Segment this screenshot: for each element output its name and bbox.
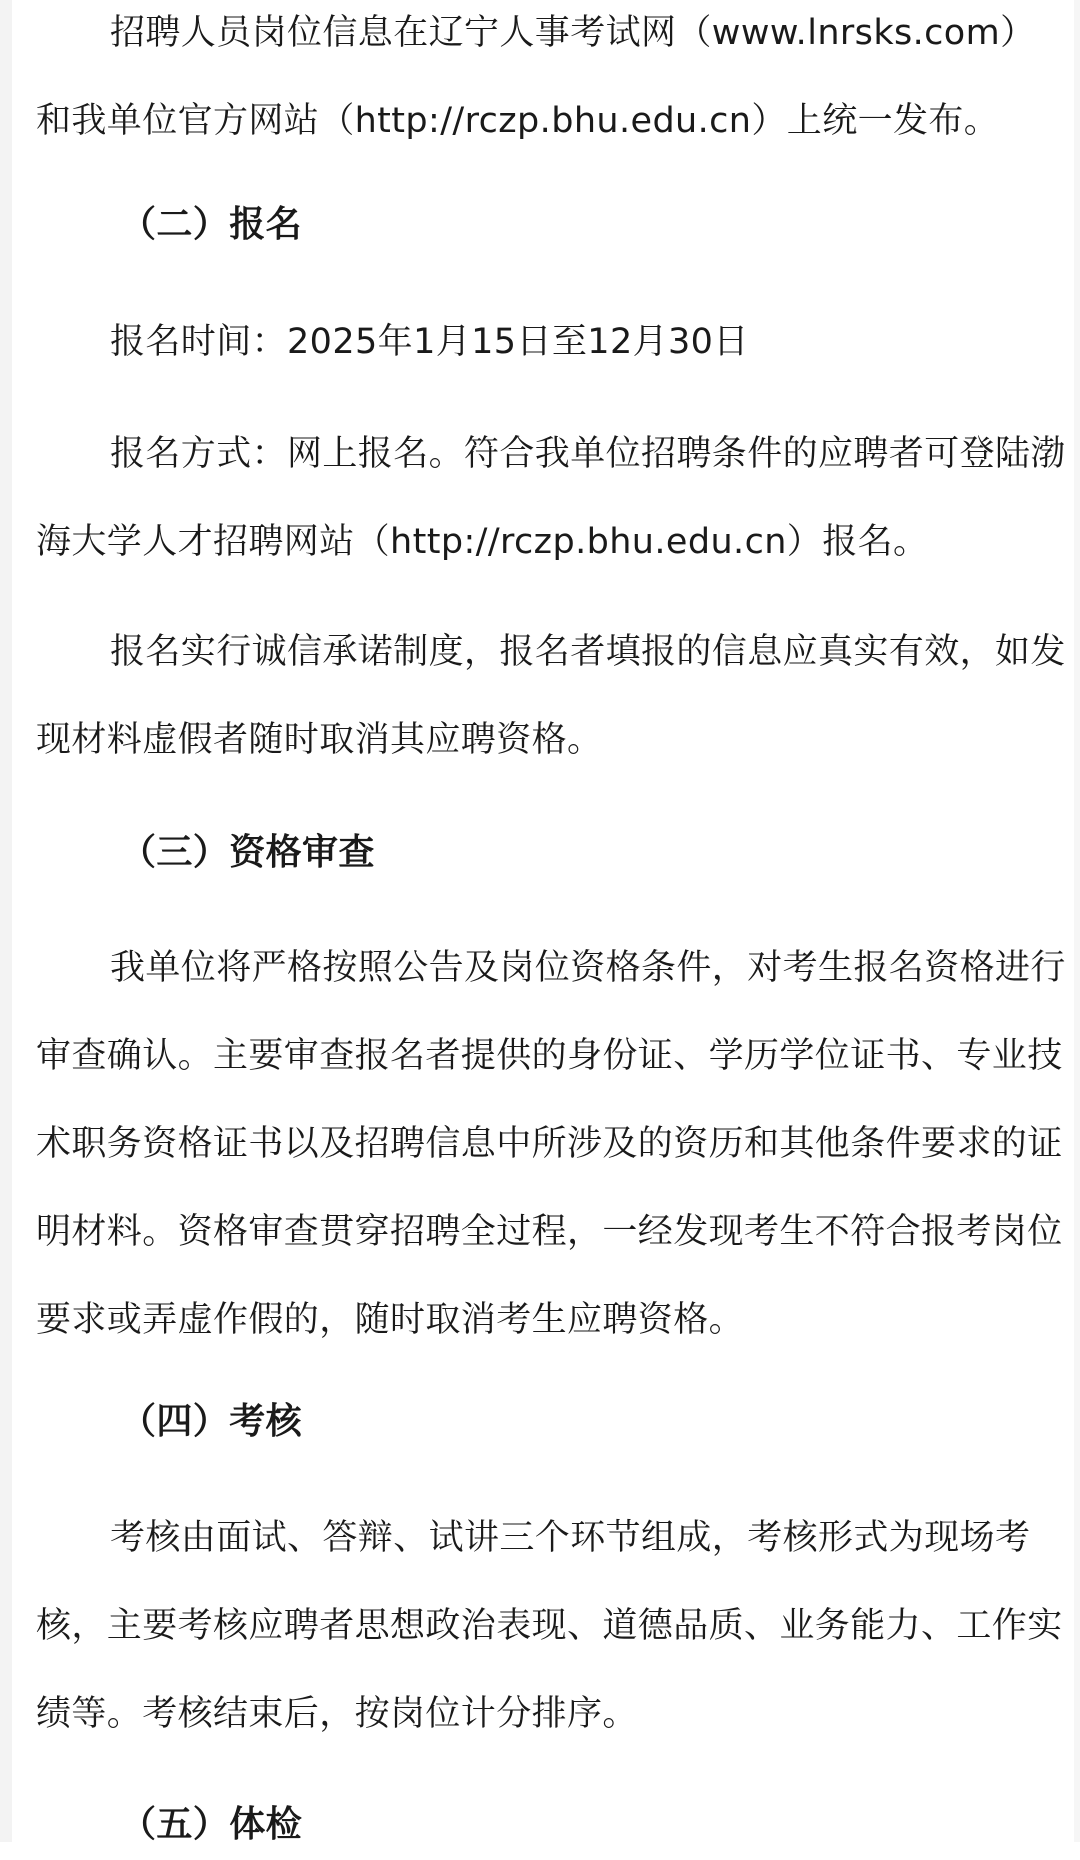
paragraph-qualification-review: 我单位将严格按照公告及岗位资格条件，对考生报名资格进行审查确认。主要审查报名者提供的身份证、学历学位证书、专业技术职务资格证书以及招聘信息中所涉及的资历和其他条件要求的证明材料。资格审查贯穿招聘全过程，一经发现考生不符合报考岗位要求或弄虚作假的，随时取消考生应聘资格。 [36, 948, 1066, 1340]
paragraph-registration-time: 报名时间：2025年1月15日至12月30日 [110, 322, 749, 362]
paragraph-position-info: 招聘人员岗位信息在辽宁人事考试网（www.lnrsks.com）和我单位官方网站（http://rczp.bhu.edu.cn）上统一发布。 [36, 13, 1036, 141]
section-heading-physical-exam: （五）体检 [120, 1804, 303, 1845]
document-page [12, 0, 1074, 1845]
paragraph-integrity-commitment: 报名实行诚信承诺制度，报名者填报的信息应真实有效，如发现材料虚假者随时取消其应聘资格。 [36, 632, 1066, 760]
page-left-margin [0, 0, 12, 1842]
section-heading-qualification-review: （三）资格审查 [120, 832, 375, 873]
paragraph-assessment: 考核由面试、答辩、试讲三个环节组成，考核形式为现场考核，主要考核应聘者思想政治表现、道德品质、业务能力、工作实绩等。考核结束后，按岗位计分排序。 [36, 1518, 1063, 1734]
page-right-margin [1074, 0, 1080, 1842]
section-heading-registration: （二）报名 [120, 204, 303, 245]
paragraph-registration-method: 报名方式：网上报名。符合我单位招聘条件的应聘者可登陆渤海大学人才招聘网站（http://rczp.bhu.edu.cn）报名。 [36, 434, 1066, 562]
section-heading-assessment: （四）考核 [120, 1401, 303, 1442]
